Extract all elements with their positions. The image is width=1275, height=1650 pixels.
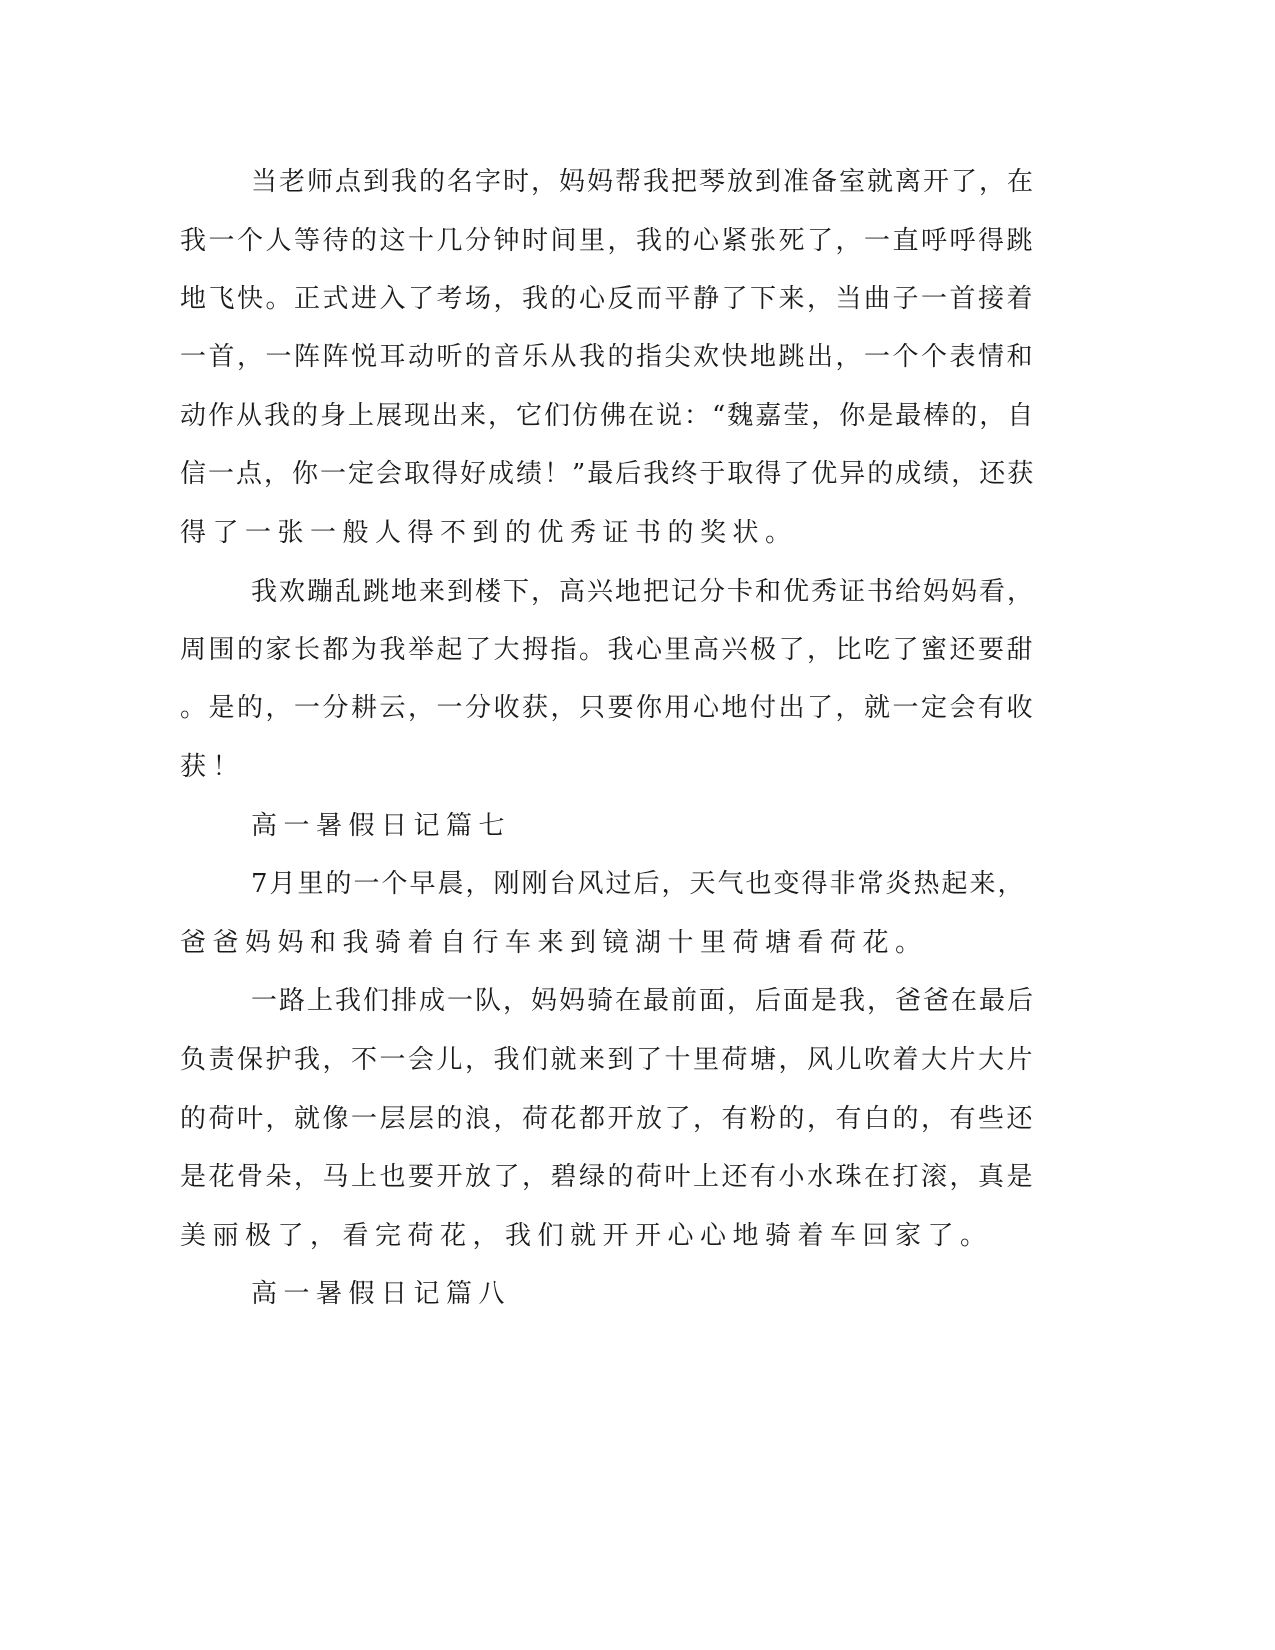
paragraph-line: 地飞快。正式进入了考场，我的心反而平静了下来，当曲子一首接着	[180, 284, 1036, 314]
paragraph-line: 美丽极了，看完荷花，我们就开开心心地骑着车回家了。	[180, 1221, 993, 1251]
section-heading: 高一暑假日记篇七	[251, 811, 512, 841]
paragraph-line: 。是的，一分耕云，一分收获，只要你用心地付出了，就一定会有收	[180, 693, 1036, 723]
paragraph-line: 是花骨朵，马上也要开放了，碧绿的荷叶上还有小水珠在打滚，真是	[180, 1162, 1036, 1192]
section-heading: 高一暑假日记篇八	[251, 1279, 512, 1309]
paragraph-line: 一路上我们排成一队，妈妈骑在最前面，后面是我，爸爸在最后	[251, 986, 1036, 1016]
paragraph-line: 信一点，你一定会取得好成绩！”最后我终于取得了优异的成绩，还获	[180, 459, 1036, 489]
paragraph-line: 负责保护我，不一会儿，我们就来到了十里荷塘，风儿吹着大片大片	[180, 1045, 1036, 1075]
paragraph-line: 7月里的一个早晨，刚刚台风过后，天气也变得非常炎热起来，	[251, 869, 1026, 899]
paragraph-line: 爸爸妈妈和我骑着自行车来到镜湖十里荷塘看荷花。	[180, 928, 928, 958]
paragraph-line: 的荷叶，就像一层层的浪，荷花都开放了，有粉的，有白的，有些还	[180, 1104, 1036, 1134]
paragraph-line: 动作从我的身上展现出来，它们仿佛在说：“魏嘉莹，你是最棒的，自	[180, 401, 1036, 431]
paragraph-line: 我一个人等待的这十几分钟时间里，我的心紧张死了，一直呼呼得跳	[180, 226, 1036, 256]
paragraph-line: 一首，一阵阵悦耳动听的音乐从我的指尖欢快地跳出，一个个表情和	[180, 342, 1036, 372]
paragraph-line: 我欢蹦乱跳地来到楼下，高兴地把记分卡和优秀证书给妈妈看，	[251, 577, 1036, 607]
paragraph-line: 获！	[180, 752, 246, 782]
paragraph-line: 当老师点到我的名字时，妈妈帮我把琴放到准备室就离开了，在	[251, 167, 1036, 197]
paragraph-line: 周围的家长都为我举起了大拇指。我心里高兴极了，比吃了蜜还要甜	[180, 635, 1036, 665]
paragraph-line: 得了一张一般人得不到的优秀证书的奖状。	[180, 518, 798, 548]
